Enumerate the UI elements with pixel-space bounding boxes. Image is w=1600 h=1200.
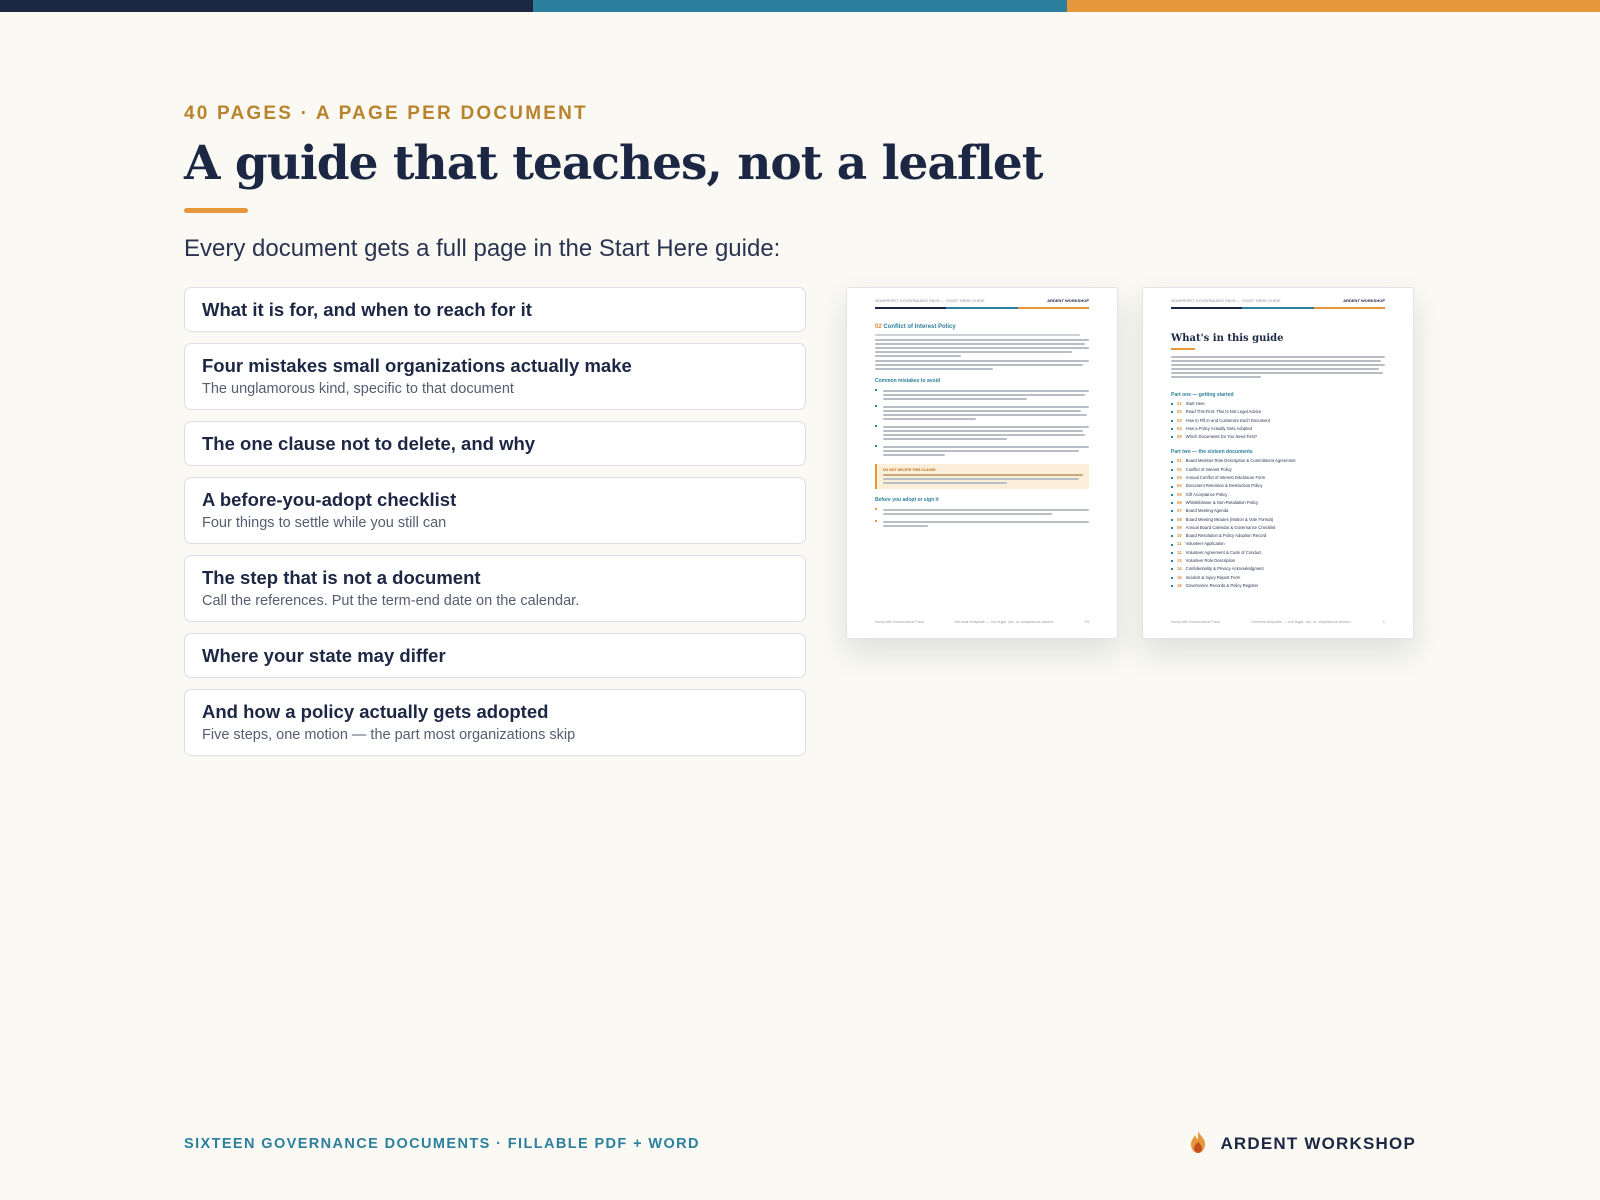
running-head-brand: ARDENT WORKSHOP xyxy=(1343,298,1385,303)
toc-item: 05 Which Documents Do You Need First? xyxy=(1171,433,1385,441)
checklist-list xyxy=(875,507,1089,527)
feature-card xyxy=(184,633,806,678)
top-color-bar xyxy=(0,0,1600,12)
toc-item: 03 How to Fill In and Customize Each Document xyxy=(1171,417,1385,425)
feature-card xyxy=(184,477,806,544)
do-not-delete-callout xyxy=(875,464,1089,489)
feature-subtitle: Call the references. Put the term-end date on the calendar. xyxy=(202,593,580,609)
feature-title: Four mistakes small organizations actually make xyxy=(202,355,632,376)
feature-title: And how a policy actually gets adopted xyxy=(202,701,549,722)
title-underline xyxy=(184,208,248,213)
page-footer-left: Nonprofit Governance Pack xyxy=(1171,619,1221,624)
running-head-text: NONPROFIT GOVERNANCE PACK — START HERE GUIDE xyxy=(875,298,985,303)
contents-title: What's in this guide xyxy=(1171,333,1284,344)
page-running-head xyxy=(1171,298,1385,304)
flame-logo-icon xyxy=(1188,1130,1208,1159)
brand-lockup xyxy=(1188,1130,1416,1159)
page-footer-bar xyxy=(184,1132,1416,1156)
feature-card xyxy=(184,421,806,466)
toc-item: 10 Board Resolution & Policy Adoption Record xyxy=(1171,532,1385,540)
toc-item: 11 Volunteer Application xyxy=(1171,540,1385,548)
feature-card xyxy=(184,689,806,756)
part-two-heading: Part two — the sixteen documents xyxy=(1171,449,1253,456)
page-color-bar xyxy=(1171,307,1385,309)
feature-subtitle: Four things to settle while you still can xyxy=(202,515,447,531)
toc-item: 01 Start Here xyxy=(1171,400,1385,408)
page-subtitle: Every document gets a full page in the Start Here guide: xyxy=(184,235,781,262)
part-one-heading: Part one — getting started xyxy=(1171,392,1234,398)
feature-title: A before-you-adopt checklist xyxy=(202,489,457,510)
page-color-bar xyxy=(875,307,1089,309)
section-title: Conflict of Interest Policy xyxy=(883,324,956,330)
contents-intro-text xyxy=(1171,356,1385,378)
footer-tagline: SIXTEEN GOVERNANCE DOCUMENTS · FILLABLE PDF + WORD xyxy=(184,1136,700,1152)
toc-item: 06 Whistleblower & Non-Retaliation Policy xyxy=(1171,499,1385,507)
guide-page-preview-policy xyxy=(846,287,1118,639)
page-footer-left: Nonprofit Governance Pack xyxy=(875,619,925,624)
feature-subtitle: Five steps, one motion — the part most organizations skip xyxy=(202,727,576,743)
toc-item: 09 Annual Board Calendar & Governance Checklist xyxy=(1171,524,1385,532)
toc-item: 16 Governance Records & Policy Register xyxy=(1171,582,1385,590)
page-intro-text xyxy=(875,334,1089,370)
content-row xyxy=(184,287,1416,756)
feature-list xyxy=(184,287,806,756)
page-footer-mid: General template — not legal, tax, or compliance advice. xyxy=(954,619,1055,624)
feature-title: The one clause not to delete, and why xyxy=(202,433,536,454)
page-footer-mid: General template — not legal, tax, or compliance advice. xyxy=(1251,619,1352,624)
top-bar-teal xyxy=(533,0,1066,12)
toc-item: 04 Document Retention & Destruction Policy xyxy=(1171,482,1385,490)
page-running-head xyxy=(875,298,1089,304)
feature-title: What it is for, and when to reach for it xyxy=(202,299,532,320)
toc-item: 07 Board Meeting Agenda xyxy=(1171,507,1385,515)
running-head-brand: ARDENT WORKSHOP xyxy=(1047,298,1089,303)
guide-page-previews xyxy=(846,287,1414,756)
toc-item: 14 Confidentiality & Privacy Acknowledgment xyxy=(1171,565,1385,573)
part-two-list xyxy=(1171,457,1385,590)
toc-item: 04 How a Policy Actually Gets Adopted xyxy=(1171,425,1385,433)
feature-card xyxy=(184,287,806,332)
toc-item: 05 Gift Acceptance Policy xyxy=(1171,491,1385,499)
brand-name: ARDENT WORKSHOP xyxy=(1220,1134,1416,1153)
toc-item: 15 Incident & Injury Report Form xyxy=(1171,574,1385,582)
feature-card xyxy=(184,343,806,410)
page-section-heading xyxy=(875,323,1089,331)
running-head-text: NONPROFIT GOVERNANCE PACK — START HERE GUIDE xyxy=(1171,298,1281,303)
feature-subtitle: The unglamorous kind, specific to that document xyxy=(202,381,514,397)
toc-item: 02 Read This First: This Is Not Legal Advice xyxy=(1171,408,1385,416)
mistakes-list xyxy=(875,388,1089,456)
section-number: 02 xyxy=(875,324,882,330)
page-number: 15 xyxy=(1084,619,1089,624)
page-title: A guide that teaches, not a leaflet xyxy=(184,136,1043,191)
toc-item: 01 Board Member Role Description & Commitment Agreement xyxy=(1171,457,1385,465)
callout-title: DO NOT DELETE THIS CLAUSE xyxy=(883,468,936,472)
top-bar-navy xyxy=(0,0,533,12)
mistakes-heading: Common mistakes to avoid xyxy=(875,378,941,384)
eyebrow-label: 40 PAGES · A PAGE PER DOCUMENT xyxy=(184,103,588,124)
feature-title: Where your state may differ xyxy=(202,645,446,666)
part-one-list xyxy=(1171,400,1385,441)
checklist-heading: Before you adopt or sign it xyxy=(875,497,939,503)
toc-item: 02 Conflict of Interest Policy xyxy=(1171,466,1385,474)
toc-item: 12 Volunteer Agreement & Code of Conduct xyxy=(1171,549,1385,557)
feature-card xyxy=(184,555,806,622)
page-number: 1 xyxy=(1382,619,1385,624)
guide-page-preview-contents xyxy=(1142,287,1414,639)
top-bar-orange xyxy=(1067,0,1600,12)
page-footer xyxy=(1171,619,1385,624)
toc-item: 13 Volunteer Role Description xyxy=(1171,557,1385,565)
page-footer xyxy=(875,619,1089,624)
contents-title-rule xyxy=(1171,348,1195,350)
toc-item: 03 Annual Conflict of Interest Disclosure Form xyxy=(1171,474,1385,482)
feature-title: The step that is not a document xyxy=(202,567,481,588)
main-content xyxy=(184,100,1416,756)
toc-item: 08 Board Meeting Minutes (Motion & Vote Format) xyxy=(1171,516,1385,524)
